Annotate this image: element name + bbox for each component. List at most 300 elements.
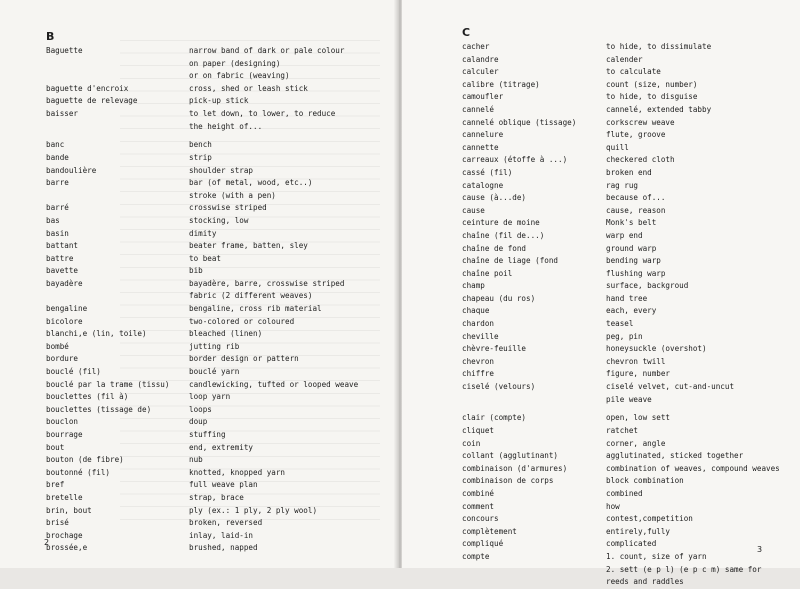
entry-definitions [606, 318, 633, 331]
entry-definition: crosswise striped [189, 203, 267, 213]
entry-definitions [189, 95, 248, 108]
entry-definition: combination of weaves, compound weaves [606, 463, 780, 473]
entry-term: chaîne poil [462, 268, 513, 278]
entry-definition: rag rug [606, 180, 639, 190]
glossary-entry [462, 142, 780, 155]
glossary-entry [46, 253, 358, 266]
entry-definitions [606, 243, 656, 256]
entry-term: carreaux (étoffe à ...) [462, 155, 568, 165]
entry-definition: end, extremity [189, 442, 254, 452]
entry-definitions [606, 154, 675, 167]
entry-term: bicolore [46, 316, 83, 326]
glossary-entry [46, 353, 358, 366]
entry-definition: bayadère, barre, crosswise striped [189, 278, 345, 288]
entry-definitions [189, 152, 212, 165]
glossary-entry [46, 83, 358, 96]
entry-term: battant [46, 241, 79, 251]
glossary-entry [462, 412, 780, 425]
entry-definitions [606, 526, 670, 539]
entry-definitions [606, 117, 675, 130]
glossary-entry [46, 442, 358, 455]
glossary-entry [46, 467, 358, 480]
entry-definition: candlewicking, tufted or looped weave [189, 379, 359, 389]
glossary-entry [462, 230, 780, 243]
entry-definition: border design or pattern [189, 354, 299, 364]
entry-term: cacher [462, 42, 490, 51]
entry-definition: figure, number [606, 369, 671, 379]
glossary-entry [462, 91, 780, 104]
entry-definition: to let down, to lower, to reduce [189, 108, 336, 118]
entry-term: baguette de relevage [46, 96, 138, 106]
entry-definition: bench [189, 140, 212, 150]
entry-term: chèvre-feuille [462, 344, 527, 354]
entry-definitions [189, 366, 239, 379]
entry-term: battre [46, 253, 74, 263]
entry-term: cannelé oblique (tissage) [462, 117, 577, 127]
glossary-entry [462, 356, 780, 369]
glossary-entry [462, 41, 780, 54]
entry-term: banc [46, 140, 65, 150]
entry-term: chevron [462, 356, 495, 366]
glossary-entry [46, 517, 358, 530]
entry-definitions [606, 180, 638, 193]
glossary-entry [46, 177, 358, 202]
entry-definitions [606, 305, 656, 318]
entry-definition: strip [189, 152, 212, 162]
entry-term: champ [462, 281, 485, 291]
glossary-entry [462, 331, 780, 344]
glossary-entry [462, 368, 780, 381]
entry-definitions [606, 79, 697, 92]
glossary-entry [46, 391, 358, 404]
entry-definition: to calculate [606, 67, 661, 77]
entry-definitions [189, 416, 207, 429]
entry-term: Baguette [46, 46, 83, 55]
entry-definitions [606, 450, 743, 463]
glossary-entry [462, 438, 780, 451]
entry-term: cassé (fil) [462, 167, 513, 177]
entry-definition: ply (ex.: 1 ply, 2 ply wool) [189, 505, 318, 515]
glossary-entry [46, 530, 358, 543]
entry-definitions [189, 253, 221, 266]
glossary-entry [462, 488, 780, 501]
glossary-entry [46, 316, 358, 329]
entry-definition: chevron twill [606, 356, 666, 366]
entry-definitions [189, 165, 253, 178]
entry-definition: loop yarn [189, 392, 231, 402]
glossary-entry [462, 79, 780, 92]
entry-term: combinaison (d'armures) [462, 463, 568, 473]
glossary-entry [46, 454, 358, 467]
entry-definition: bib [189, 266, 203, 276]
entry-definition: because of... [606, 193, 666, 203]
glossary-entry [462, 217, 780, 230]
entry-definition: 2. sett (e p l) (e p c m) same for [606, 564, 762, 574]
glossary-entry [462, 255, 780, 268]
entry-definition: bouclé yarn [189, 367, 240, 377]
entry-definition: 1. count, size of yarn [606, 551, 707, 561]
glossary-entry [46, 240, 358, 253]
entry-definition: block combination [606, 476, 684, 486]
entry-term: chaîne de liage (fond [462, 256, 559, 266]
entry-definitions [189, 202, 267, 215]
entry-term: barre [46, 178, 69, 188]
entry-definitions [606, 230, 643, 243]
entry-definitions [606, 538, 656, 551]
glossary-entry [46, 265, 358, 278]
glossary-entry [462, 425, 780, 438]
entry-definitions [189, 177, 312, 202]
entry-definitions [606, 129, 665, 142]
glossary-entry [46, 542, 358, 555]
entry-definition: the height of... [189, 121, 263, 131]
glossary-entry [462, 104, 780, 117]
entry-definition: to hide, to disguise [606, 92, 698, 102]
entry-definitions [606, 54, 643, 67]
entry-term: bout [46, 442, 65, 452]
entry-definition: full weave plan [189, 480, 258, 490]
entry-definition: stocking, low [189, 215, 249, 225]
entry-definitions [606, 41, 711, 54]
entry-definitions [189, 83, 308, 96]
entry-definition: warp end [606, 230, 643, 240]
entry-definition: bengaline, cross rib material [189, 304, 322, 314]
entry-definitions [606, 488, 643, 501]
entry-term: calibre (titrage) [462, 79, 540, 89]
entry-term: bouclé (fil) [46, 367, 101, 377]
entry-definition: beater frame, batten, sley [189, 241, 308, 251]
entry-definition: entirely,fully [606, 526, 671, 536]
entry-definition: count (size, number) [606, 79, 698, 89]
entry-definitions [606, 501, 620, 514]
entry-term: cheville [462, 331, 499, 341]
entry-term: camoufler [462, 92, 504, 102]
entry-term: bas [46, 215, 60, 225]
glossary-entry [46, 108, 358, 133]
glossary-entry [462, 293, 780, 306]
glossary-entry [462, 129, 780, 142]
entry-term: barré [46, 203, 69, 213]
left-page [0, 0, 398, 568]
entry-term: bourrage [46, 430, 83, 439]
entry-definition: knotted, knopped yarn [189, 467, 286, 477]
entry-definition: pile weave [606, 394, 652, 404]
entry-definition: flushing warp [606, 268, 666, 278]
glossary-entry [462, 205, 780, 218]
glossary-entry [46, 404, 358, 417]
entry-definitions [189, 391, 230, 404]
entry-term: ceinture de moine [462, 218, 540, 228]
entry-definitions [189, 429, 226, 442]
glossary-entry [462, 381, 780, 406]
glossary-list [462, 41, 780, 589]
entry-definitions [189, 530, 253, 543]
entry-definition: open, low sett [606, 413, 671, 423]
entry-definitions [189, 108, 335, 133]
entry-definition: reeds and raddles [606, 577, 684, 587]
entry-term: cause (à...de) [462, 193, 527, 203]
entry-definition: ground warp [606, 243, 657, 253]
glossary-entry [462, 501, 780, 514]
entry-term: baguette d'encroix [46, 83, 129, 93]
right-page [402, 0, 800, 587]
glossary-entry [46, 202, 358, 215]
entry-definition: peg, pin [606, 331, 643, 341]
entry-definitions [606, 368, 670, 381]
entry-definitions [189, 316, 294, 329]
entry-definition: loops [189, 404, 212, 414]
entry-definition: or on fabric (weaving) [189, 71, 290, 81]
entry-term: chapeau (du ros) [462, 293, 536, 303]
glossary-entry [46, 303, 358, 316]
entry-term: compte [462, 551, 490, 561]
glossary-entry [46, 95, 358, 108]
entry-definitions [606, 381, 734, 406]
glossary-entry [462, 167, 780, 180]
entry-definition: corner, angle [606, 438, 666, 448]
entry-definitions [606, 91, 697, 104]
glossary-entry [462, 475, 780, 488]
entry-term: baisser [46, 108, 79, 118]
entry-definition: stroke (with a pen) [189, 190, 276, 200]
entry-definitions [189, 240, 308, 253]
entry-definitions [606, 268, 665, 281]
entry-term: brisé [46, 518, 69, 528]
glossary-entry [462, 268, 780, 281]
entry-term: complètement [462, 526, 517, 536]
entry-term: boutonné (fil) [46, 467, 111, 477]
entry-definition: how [606, 501, 620, 511]
entry-definition: broken end [606, 167, 652, 177]
entry-definitions [606, 104, 711, 117]
glossary-entry [46, 479, 358, 492]
entry-definitions [189, 492, 244, 505]
entry-term: bordure [46, 354, 79, 364]
section-letter: B [46, 30, 55, 43]
glossary-entry [46, 152, 358, 165]
entry-definitions [189, 353, 299, 366]
entry-term: cannette [462, 142, 499, 152]
entry-term: catalogne [462, 180, 504, 190]
entry-definitions [189, 379, 358, 392]
entry-definitions [606, 356, 665, 369]
entry-term: bouclon [46, 417, 79, 427]
entry-definition: inlay, laid-in [189, 530, 254, 540]
entry-term: clair (compte) [462, 413, 527, 423]
entry-definitions [189, 517, 262, 530]
entry-definitions [606, 142, 629, 155]
entry-term: bouton (de fibre) [46, 455, 124, 465]
glossary-entry [462, 513, 780, 526]
entry-definition: broken, reversed [189, 518, 263, 528]
glossary-entry [462, 463, 780, 476]
glossary-entry [462, 243, 780, 256]
glossary-entry [462, 280, 780, 293]
entry-term: bayadère [46, 278, 83, 288]
entry-definition: pick-up stick [189, 96, 249, 106]
entry-definition: Monk's belt [606, 218, 657, 228]
entry-definitions [189, 442, 253, 455]
glossary-entry [46, 505, 358, 518]
entry-term: cliquet [462, 426, 495, 435]
entry-definitions [606, 167, 652, 180]
entry-term: collant (agglutinant) [462, 451, 559, 461]
entry-definitions [606, 205, 665, 218]
entry-definitions [606, 192, 665, 205]
entry-definitions [606, 293, 647, 306]
glossary-entry [46, 165, 358, 178]
entry-definition: combined [606, 488, 643, 498]
entry-definitions [189, 139, 212, 152]
glossary-entry [46, 366, 358, 379]
glossary-entry [46, 492, 358, 505]
entry-definitions [189, 404, 212, 417]
glossary-entry [462, 538, 780, 551]
entry-definition: dimity [189, 228, 217, 238]
glossary-entry [46, 328, 358, 341]
entry-term: bref [46, 480, 65, 490]
entry-definition: jutting rib [189, 341, 240, 351]
entry-term: ciselé (velours) [462, 382, 536, 392]
entry-definition: cannelé, extended tabby [606, 104, 712, 114]
entry-definitions [606, 331, 643, 344]
entry-definition: corkscrew weave [606, 117, 675, 127]
entry-term: coin [462, 438, 481, 448]
section-letter: C [462, 26, 471, 39]
entry-term: bretelle [46, 492, 83, 502]
entry-definitions [606, 551, 761, 589]
entry-term: chardon [462, 319, 495, 329]
entry-definition: calender [606, 54, 643, 64]
entry-term: blanchi,e (lin, toile) [46, 329, 147, 339]
entry-term: combinaison de corps [462, 476, 554, 486]
glossary-entry [462, 343, 780, 356]
entry-definitions [189, 479, 258, 492]
entry-term: combiné [462, 488, 495, 498]
entry-definitions [189, 505, 317, 518]
entry-term: chaîne de fond [462, 243, 527, 253]
entry-definition: hand tree [606, 293, 648, 303]
entry-definition: contest,competition [606, 514, 693, 524]
entry-term: comment [462, 501, 495, 511]
entry-term: bouclettes (fil à) [46, 392, 129, 402]
entry-term: chiffre [462, 369, 495, 379]
entry-term: chaque [462, 306, 490, 316]
entry-definition: stuffing [189, 430, 226, 439]
glossary-entry [46, 416, 358, 429]
entry-definitions [189, 542, 258, 555]
entry-definitions [189, 328, 262, 341]
entry-definitions [606, 513, 693, 526]
entry-term: bandoulière [46, 165, 97, 175]
entry-definition: teasel [606, 319, 634, 329]
glossary-entry [462, 318, 780, 331]
glossary-entry [462, 192, 780, 205]
entry-definition: bending warp [606, 256, 661, 266]
entry-definition: agglutinated, sticked together [606, 451, 744, 461]
glossary-entry [46, 228, 358, 241]
entry-definitions [189, 228, 216, 241]
entry-definition: to hide, to dissimulate [606, 42, 712, 51]
entry-definitions [189, 341, 239, 354]
glossary-entry [46, 139, 358, 152]
entry-definition: cause, reason [606, 205, 666, 215]
entry-definitions [606, 255, 661, 268]
entry-definition: two-colored or coloured [189, 316, 295, 326]
entry-term: calandre [462, 54, 499, 64]
entry-definition: strap, brace [189, 492, 244, 502]
entry-definitions [606, 217, 656, 230]
entry-definitions [189, 265, 203, 278]
glossary-entry [462, 54, 780, 67]
entry-definition: cross, shed or leash stick [189, 83, 308, 93]
entry-definition: ratchet [606, 426, 639, 435]
entry-definition: each, every [606, 306, 657, 316]
entry-term: bombé [46, 341, 69, 351]
entry-term: bouclé par la trame (tissu) [46, 379, 170, 389]
entry-term: calculer [462, 67, 499, 77]
entry-definitions [189, 454, 203, 467]
entry-definitions [606, 463, 780, 476]
entry-definition: brushed, napped [189, 543, 258, 553]
entry-definition: to beat [189, 253, 222, 263]
glossary-entry [46, 45, 358, 83]
entry-term: basin [46, 228, 69, 238]
glossary-list [46, 45, 358, 555]
entry-definition: on paper (designing) [189, 58, 281, 68]
entry-definition: bar (of metal, wood, etc..) [189, 178, 313, 188]
entry-definitions [189, 303, 322, 316]
entry-term: concours [462, 514, 499, 524]
entry-term: cause [462, 205, 485, 215]
glossary-entry [46, 341, 358, 354]
glossary-entry [462, 305, 780, 318]
glossary-entry [462, 117, 780, 130]
entry-definition: fabric (2 different weaves) [189, 291, 313, 301]
entry-term: compliqué [462, 539, 504, 549]
glossary-entry [46, 379, 358, 392]
entry-definitions [606, 280, 688, 293]
entry-definitions [189, 45, 344, 83]
entry-definition: complicated [606, 539, 657, 549]
entry-definitions [606, 475, 684, 488]
entry-term: chaîne (fil de...) [462, 230, 545, 240]
entry-definitions [606, 438, 665, 451]
entry-definitions [606, 66, 661, 79]
glossary-entry [462, 551, 780, 589]
entry-term: bande [46, 152, 69, 162]
entry-definition: nub [189, 455, 203, 465]
entry-definition: surface, backgroud [606, 281, 689, 291]
entry-term: cannelure [462, 130, 504, 140]
entry-term: bengaline [46, 304, 88, 314]
entry-definitions [606, 343, 707, 356]
glossary-entry [462, 180, 780, 193]
glossary-entry [46, 278, 358, 303]
entry-term: brossée,e [46, 543, 88, 553]
entry-term: brin, bout [46, 505, 92, 515]
entry-term: bavette [46, 266, 79, 276]
entry-definitions [606, 425, 638, 438]
entry-definition: bleached (linen) [189, 329, 263, 339]
entry-term: brochage [46, 530, 83, 540]
entry-definition: doup [189, 417, 208, 427]
entry-definition: ciselé velvet, cut-and-uncut [606, 382, 735, 392]
entry-definitions [189, 215, 248, 228]
glossary-entry [46, 215, 358, 228]
entry-definitions [189, 278, 344, 303]
glossary-entry [46, 429, 358, 442]
